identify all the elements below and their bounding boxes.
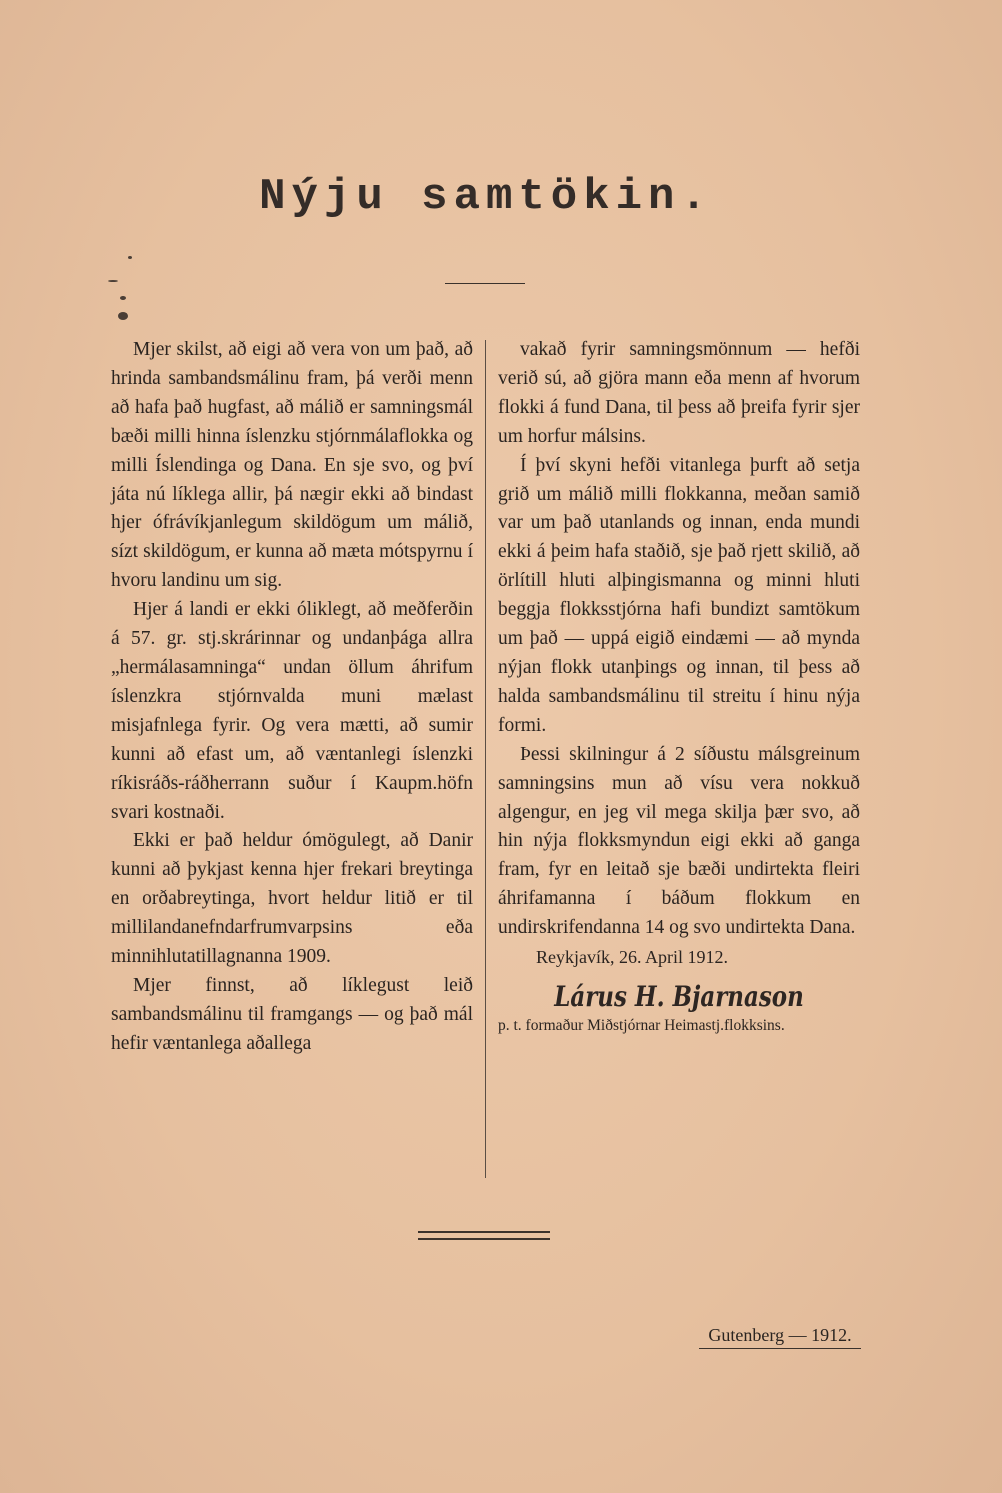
- signature: Lárus H. Bjarnason: [554, 979, 804, 1013]
- title-rule: [445, 283, 525, 284]
- paragraph: Í því skyni hefði vitanlega þurft að setja grið um málið milli flokkanna, meðan samið var um það utanlands og innan, enda mundi ekki á þeim hafa staðið, sje það rjett skilið, að örlítill hluti alþingismanna og minni hluti beggja flokksstjórna hafi bundizt samtökum um það — uppá eigið eindæmi — að mynda nýjan flokk utanþings og innan, til þess að halda sambandsmálinu til streitu í hinu nýja formi.: [498, 454, 860, 736]
- paragraph: Hjer á landi er ekki óliklegt, að meðferðin á 57. gr. stj.skrárinnar og undanþága allra „hermálasamninga“ undan öllum áhrifum íslenzkra stjórnvalda muni mælast misjafnlega fyrir. Og vera mætti, að sumir kunni að efast um, að væntanlegi íslenzki ríkisráðs-ráðherrann suður í Kaupm.höfn svari kostnaði.: [111, 599, 473, 823]
- column-divider: [485, 340, 486, 1178]
- left-column: [111, 336, 473, 1059]
- paragraph: Mjer finnst, að líklegust leið sambandsmálinu til framgangs — og það mál hefir væntanlega aðallega: [111, 974, 473, 1054]
- paragraph: vakað fyrir samningsmönnum — hefði verið sú, að gjöra mann eða menn af hvorum flokki á fund Dana, til þess að þreifa fyrir sjer um horfur málsins.: [498, 339, 860, 447]
- printer-imprint: Gutenberg — 1912.: [699, 1322, 861, 1349]
- signature-title: p. t. formaður Miðstjórnar Heimastj.flokksins.: [498, 1016, 785, 1034]
- double-rule: [418, 1231, 550, 1240]
- paragraph: Ekki er það heldur ómögulegt, að Danir kunni að þykjast kenna hjer frekari breytinga en orðabreytinga, hvort heldur litið er til millilandanefndarfrumvarpsins eða minnihlutatillagnanna 1909.: [111, 830, 473, 968]
- document-title: Nýju samtökin.: [259, 172, 713, 222]
- place-date: Reykjavík, 26. April 1912.: [536, 947, 728, 968]
- paragraph: Mjer skilst, að eigi að vera von um það, að hrinda sambandsmálinu fram, þá verði menn að hafa það hugfast, að málið er samningsmál bæði milli hinna íslenzku stjórnmálaflokka og milli Íslendinga og Dana. En sje svo, og því játa nú líklega allir, þá nægir ekki að bindast hjer ófrávíkjanlegum skildögum um málið, sízt skildögum, er kunna að mæta mótspyrnu í hvoru landinu um sig.: [111, 339, 473, 592]
- paragraph: Þessi skilningur á 2 síðustu málsgreinum samningsins mun að vísu vera nokkuð algengur, en jeg vil mega skilja þær svo, að hin nýja flokksmyndun eigi ekki að ganga fram, fyr en leitað sje bæði undirtekta fleiri áhrifamanna í báðum flokkum en undirskrifendanna 14 og svo undirtekta Dana.: [498, 743, 860, 939]
- right-column: [498, 336, 860, 1038]
